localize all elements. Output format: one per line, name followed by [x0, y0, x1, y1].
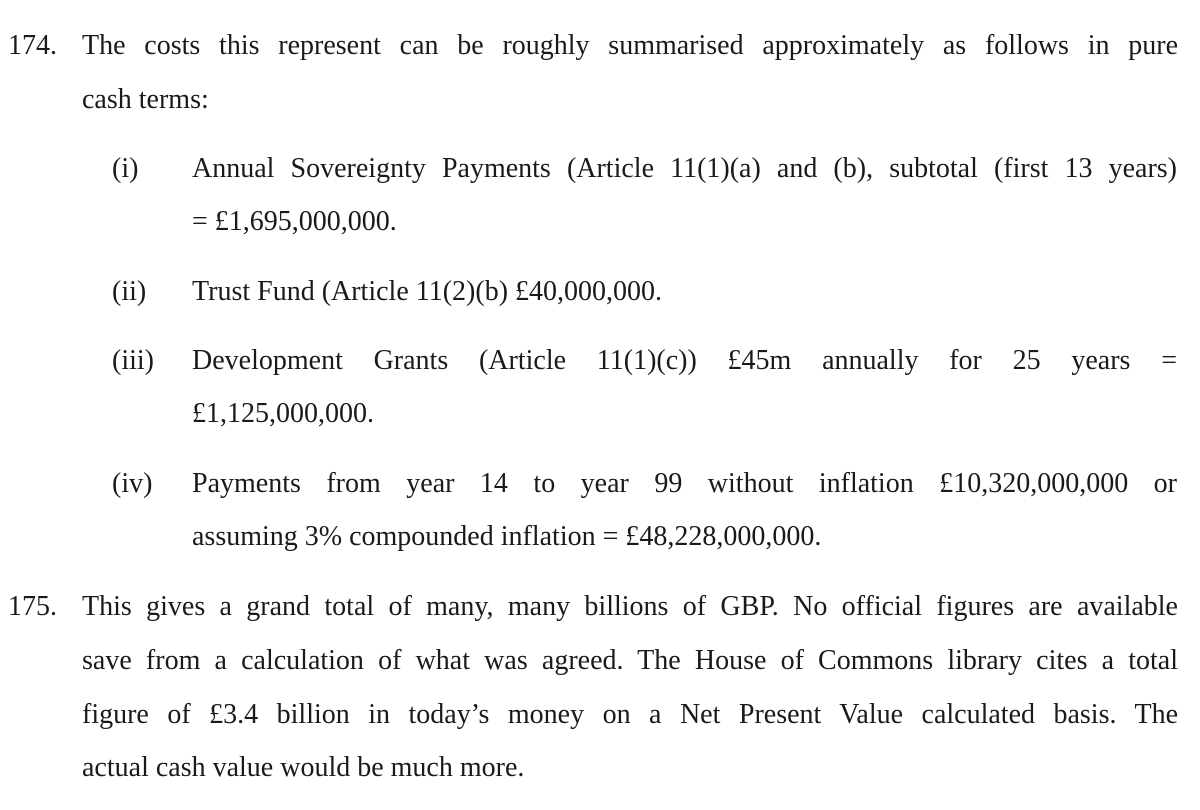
paragraph-174-line-2: cash terms:: [82, 84, 209, 115]
list-item-iii-line-1: Development Grants (Article 11(1)(c)) £45m annually for 25 years =: [192, 345, 1177, 376]
paragraph-175-line-3: figure of £3.4 billion in today’s money on a Net Present Value calculated basis. The: [82, 699, 1178, 730]
list-item-iv-line-2: assuming 3% compounded inflation = £48,228,000,000.: [192, 521, 822, 552]
list-item-i-line-2: = £1,695,000,000.: [192, 206, 397, 237]
list-item-iv-line-1: Payments from year 14 to year 99 without inflation £10,320,000,000 or: [192, 468, 1177, 499]
list-item-label-i: (i): [112, 153, 139, 184]
paragraph-175-line-4: actual cash value would be much more.: [82, 752, 525, 783]
paragraph-number-174: 174.: [8, 30, 57, 61]
list-item-label-iv: (iv): [112, 468, 153, 499]
paragraph-174-line-1: The costs this represent can be roughly summarised approximately as follows in pure: [82, 30, 1178, 61]
list-item-iii-line-2: £1,125,000,000.: [192, 398, 374, 429]
paragraph-175-line-1: This gives a grand total of many, many billions of GBP. No official figures are available: [82, 591, 1178, 622]
list-item-ii-line-1: Trust Fund (Article 11(2)(b) £40,000,000.: [192, 276, 663, 307]
list-item-label-ii: (ii): [112, 276, 147, 307]
paragraph-number-175: 175.: [8, 591, 57, 622]
list-item-i-line-1: Annual Sovereignty Payments (Article 11(1)(a) and (b), subtotal (first 13 years): [192, 153, 1177, 184]
paragraph-175-line-2: save from a calculation of what was agreed. The House of Commons library cites a total: [82, 645, 1178, 676]
list-item-label-iii: (iii): [112, 345, 154, 376]
